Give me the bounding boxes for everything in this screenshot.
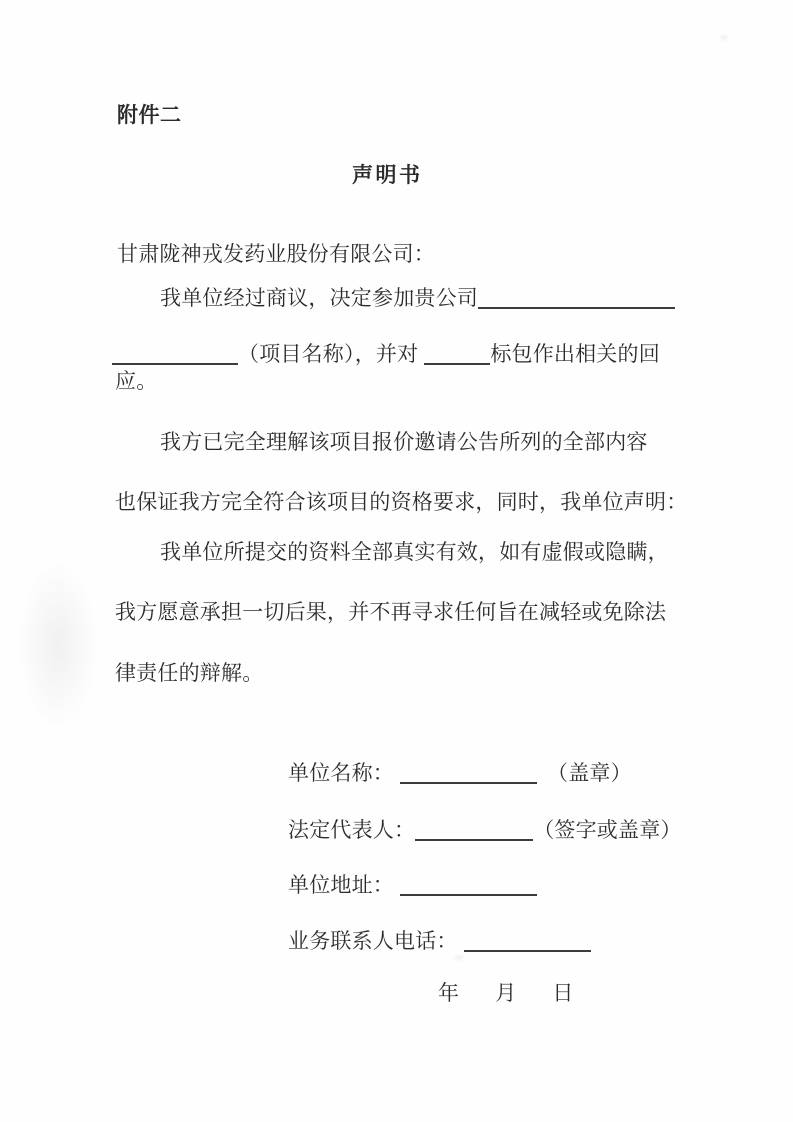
- legal-rep-sign-note: （签字或盖章）: [533, 818, 682, 842]
- para1-line3: 应。: [115, 369, 158, 393]
- scan-smudge: [452, 953, 466, 962]
- company-seal-note: （盖章）: [547, 761, 632, 785]
- para3-line2: 我方愿意承担一切后果，并不再寻求任何旨在减轻或免除法: [115, 600, 667, 624]
- para2-line1: 我方已完全理解该项目报价邀请公告所列的全部内容: [160, 430, 648, 454]
- project-company-blank-field: [478, 293, 675, 309]
- para1-line2-mid: （项目名称），并对: [238, 342, 419, 366]
- scan-smudge: [18, 560, 98, 730]
- package-number-blank-field: [424, 349, 490, 365]
- para3-line3: 律责任的辩解。: [115, 661, 264, 685]
- project-name-blank-field: [112, 349, 238, 365]
- para1-line2-end: 标包作出相关的回: [490, 342, 660, 366]
- document-title: 声明书: [352, 163, 423, 187]
- date-year-label: 年: [438, 981, 460, 1005]
- company-name-blank-field: [400, 768, 537, 784]
- legal-rep-label: 法定代表人：: [288, 818, 416, 842]
- para1-line2: [112, 342, 660, 366]
- para1-line1: [160, 286, 675, 310]
- salutation: 甘肃陇神戎发药业股份有限公司：: [117, 242, 435, 266]
- para3-line1: 我单位所提交的资料全部真实有效，如有虚假或隐瞒，: [160, 540, 669, 564]
- phone-label: 业务联系人电话：: [288, 929, 458, 953]
- phone-blank-field: [464, 936, 591, 952]
- address-blank-field: [400, 880, 537, 896]
- para1-line1-text: 我单位经过商议，决定参加贵公司: [160, 286, 478, 310]
- date-day-label: 日: [552, 981, 574, 1005]
- signature-address-row: [288, 873, 537, 897]
- date-month-label: 月: [495, 981, 517, 1005]
- para2-line2: 也保证我方完全符合该项目的资格要求，同时，我单位声明：: [115, 490, 688, 514]
- date-line: [438, 981, 574, 1005]
- address-label: 单位地址：: [288, 873, 394, 897]
- signature-phone-row: [288, 929, 591, 953]
- company-name-label: 单位名称：: [288, 761, 394, 785]
- signature-company-row: [288, 761, 632, 785]
- legal-rep-blank-field: [415, 825, 533, 841]
- scan-smudge: [718, 33, 730, 42]
- attachment-label: 附件二: [117, 104, 182, 127]
- signature-legal-rep-row: [288, 818, 682, 842]
